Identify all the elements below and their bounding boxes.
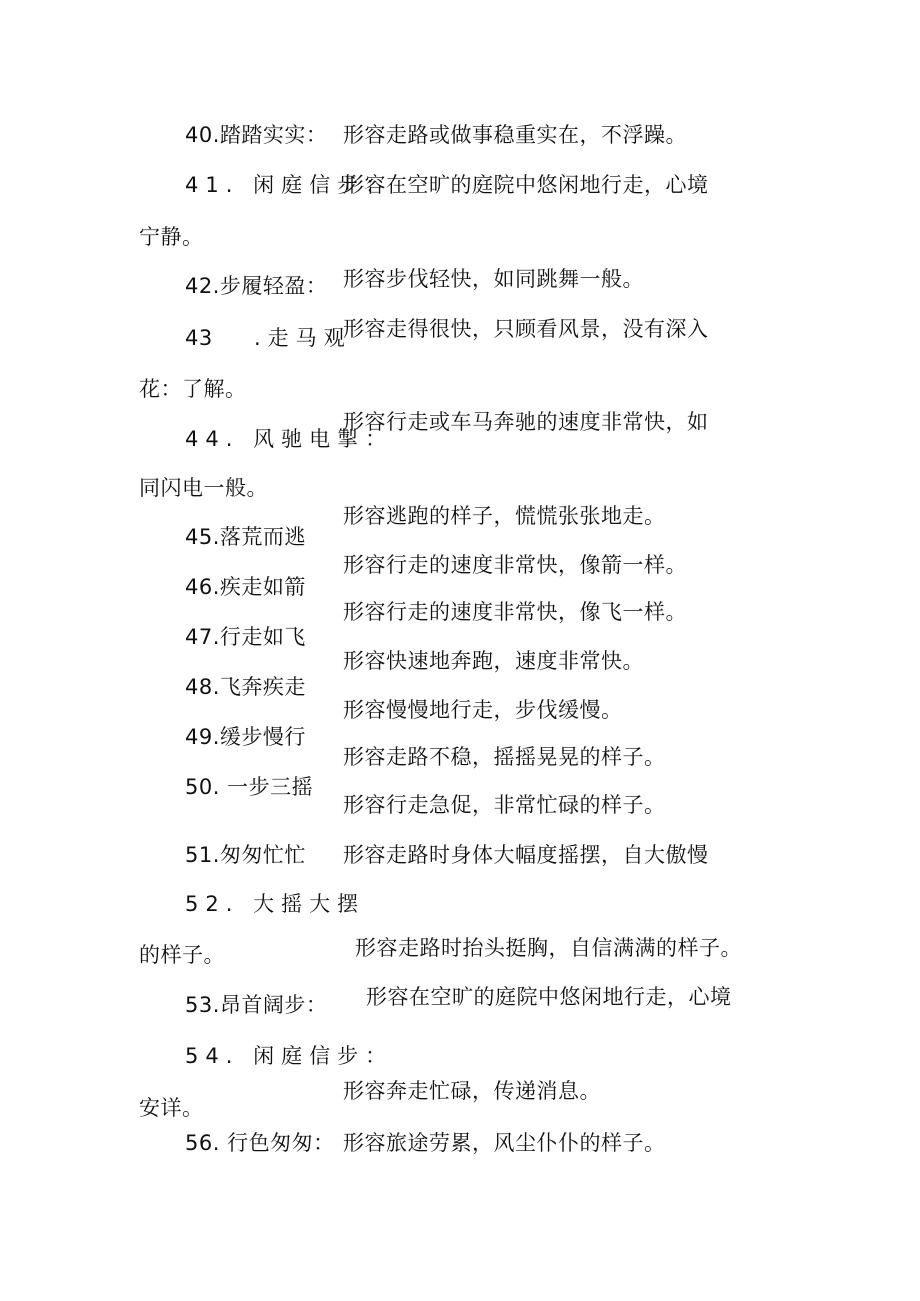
entry-definition-50: 形容走路不稳，摇摇晃晃的样子。	[343, 745, 666, 769]
entry-term-47: 47.行走如飞	[185, 625, 306, 649]
entry-term-48: 48.飞奔疾走	[185, 675, 306, 699]
entry-term-44: 44. 风驰电掣：	[185, 427, 394, 451]
entry-definition-40: 形容走路或做事稳重实在，不浮躁。	[343, 123, 687, 147]
entry-term-40: 40.踏踏实实：	[185, 123, 328, 147]
entry-continuation-41: 宁静。	[139, 225, 204, 249]
entry-term-41: 41. 闲庭信步：	[185, 173, 394, 197]
entry-term-46: 46.疾走如箭	[185, 575, 306, 599]
entry-term-53: 53.昂首阔步：	[185, 993, 328, 1017]
entry-definition-49: 形容慢慢地行走，步伐缓慢。	[343, 698, 623, 722]
entry-continuation-52: 的样子。	[139, 943, 225, 967]
entry-definition-48: 形容快速地奔跑，速度非常快。	[343, 649, 644, 673]
entry-definition-56: 形容旅途劳累，风尘仆仆的样子。	[343, 1131, 666, 1155]
entry-term-50: 50. 一步三摇	[185, 775, 314, 799]
entry-term-45: 45.落荒而逃	[185, 525, 306, 549]
entry-definition-46: 形容行走的速度非常快，像箭一样。	[343, 553, 687, 577]
entry-term-54: 54. 闲庭信步：	[185, 1044, 394, 1068]
entry-definition-43: 形容走得很快，只顾看风景，没有深入	[343, 317, 709, 341]
entry-term-49: 49.缓步慢行	[185, 725, 306, 749]
entry-term-43: .走马观	[254, 326, 352, 350]
entry-definition-55: 形容奔走忙碌，传递消息。	[343, 1079, 601, 1103]
entry-term-number-43: 43	[185, 326, 213, 350]
entry-definition-42: 形容步伐轻快，如同跳舞一般。	[343, 267, 644, 291]
entry-term-56: 56. 行色匆匆：	[185, 1131, 335, 1155]
entry-definition-41: 形容在空旷的庭院中悠闲地行走，心境	[343, 173, 709, 197]
entry-definition-54: 形容在空旷的庭院中悠闲地行走，心境	[366, 985, 732, 1009]
entry-continuation-54: 安详。	[139, 1096, 204, 1120]
entry-continuation-44: 同闪电一般。	[139, 476, 268, 500]
entry-definition-45: 形容逃跑的样子，慌慌张张地走。	[343, 504, 666, 528]
entry-definition-52: 形容走路时身体大幅度摇摆，自大傲慢	[343, 843, 709, 867]
entry-term-52: 52. 大摇大摆	[185, 892, 366, 916]
entry-term-42: 42.步履轻盈：	[185, 274, 328, 298]
entry-definition-51: 形容行走急促，非常忙碌的样子。	[343, 793, 666, 817]
entry-definition-44: 形容行走或车马奔驰的速度非常快，如	[343, 410, 709, 434]
entry-continuation-43: 花：了解。	[139, 377, 247, 401]
entry-term-51: 51.匆匆忙忙	[185, 843, 306, 867]
entry-definition-53: 形容走路时抬头挺胸，自信满满的样子。	[355, 936, 742, 960]
entry-definition-47: 形容行走的速度非常快，像飞一样。	[343, 600, 687, 624]
